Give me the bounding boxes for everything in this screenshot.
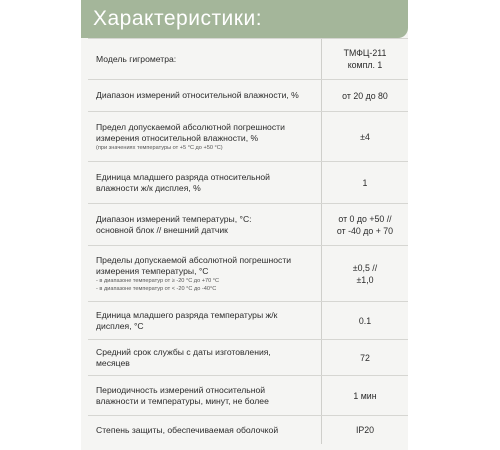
row-value <box>322 204 408 245</box>
label-note: - в диапазоне температур от < -20 °С до -40°С <box>96 285 217 292</box>
value-line: от 0 до +50 // <box>338 213 392 224</box>
label-line: основной блок // внешний датчик <box>96 224 228 235</box>
row-label <box>88 246 322 301</box>
label-line: дисплея, °С <box>96 320 144 331</box>
value-line: 72 <box>360 352 370 363</box>
value-line: ТМФЦ-211 <box>343 48 387 58</box>
table-row <box>88 302 408 340</box>
label-line: Диапазон измерений температуры, °С: <box>96 213 252 224</box>
value-line: 1 мин <box>353 390 377 401</box>
row-value <box>322 376 408 415</box>
row-value <box>322 80 408 111</box>
label-line: измерения температуры, °С <box>96 265 209 276</box>
value-line: ±4 <box>360 131 370 142</box>
table-row <box>88 340 408 376</box>
label-note: (при значениях температуры от +5 °С до +50 °С) <box>96 144 223 151</box>
row-value <box>322 162 408 203</box>
label-line: Предел допускаемой абсолютной погрешности <box>96 121 285 132</box>
row-value <box>322 39 408 79</box>
row-label <box>88 416 322 444</box>
label-line: Единица младшего разряда температуры ж/к <box>96 309 278 320</box>
label-line: месяцев <box>96 357 130 368</box>
table-row <box>88 162 408 204</box>
value-line: ±0,5 // <box>352 262 378 273</box>
table-row <box>88 112 408 162</box>
row-value <box>322 246 408 301</box>
row-value <box>322 416 408 444</box>
row-label <box>88 204 322 245</box>
label-line: Средний срок службы с даты изготовления, <box>96 346 271 357</box>
row-label <box>88 340 322 375</box>
value-line: ±1,0 <box>356 274 374 285</box>
label-line: измерения относительной влажности, % <box>96 132 259 143</box>
section-title: Характеристики: <box>81 0 408 38</box>
value-line: от -40 до + 70 <box>336 225 394 236</box>
value-line: от 20 до 80 <box>342 90 388 101</box>
label-note: - в диапазоне температур от ≥ -20 °С до +70 °С <box>96 277 220 284</box>
value-line: компл. 1 <box>347 60 383 70</box>
row-value <box>322 112 408 161</box>
row-label <box>88 376 322 415</box>
table-row <box>88 246 408 302</box>
value-line: 1 <box>362 177 368 188</box>
label-line: Пределы допускаемой абсолютной погрешности <box>96 254 292 265</box>
specs-table <box>88 38 408 444</box>
row-label <box>88 80 322 111</box>
table-row <box>88 376 408 416</box>
label-line: Периодичность измерений относительной <box>96 384 266 395</box>
value-line: IP20 <box>355 425 375 435</box>
value-line: 0.1 <box>358 315 372 326</box>
label-line: Единица младшего разряда относительной <box>96 171 270 182</box>
label-line: влажности ж/к дисплея, % <box>96 182 201 193</box>
label-line: Диапазон измерений относительной влажности, % <box>96 90 299 100</box>
row-value <box>322 302 408 339</box>
table-row <box>88 204 408 246</box>
label-line: влажности и температуры, минут, не более <box>96 395 269 406</box>
label-line: Степень защиты, обеспечиваемая оболочкой <box>96 424 279 435</box>
row-label <box>88 162 322 203</box>
row-value <box>322 340 408 375</box>
table-row <box>88 38 408 80</box>
row-label <box>88 112 322 161</box>
row-label <box>88 39 322 79</box>
table-row <box>88 416 408 444</box>
table-row <box>88 80 408 112</box>
row-label <box>88 302 322 339</box>
label-line: Модель гигрометра: <box>96 53 177 64</box>
